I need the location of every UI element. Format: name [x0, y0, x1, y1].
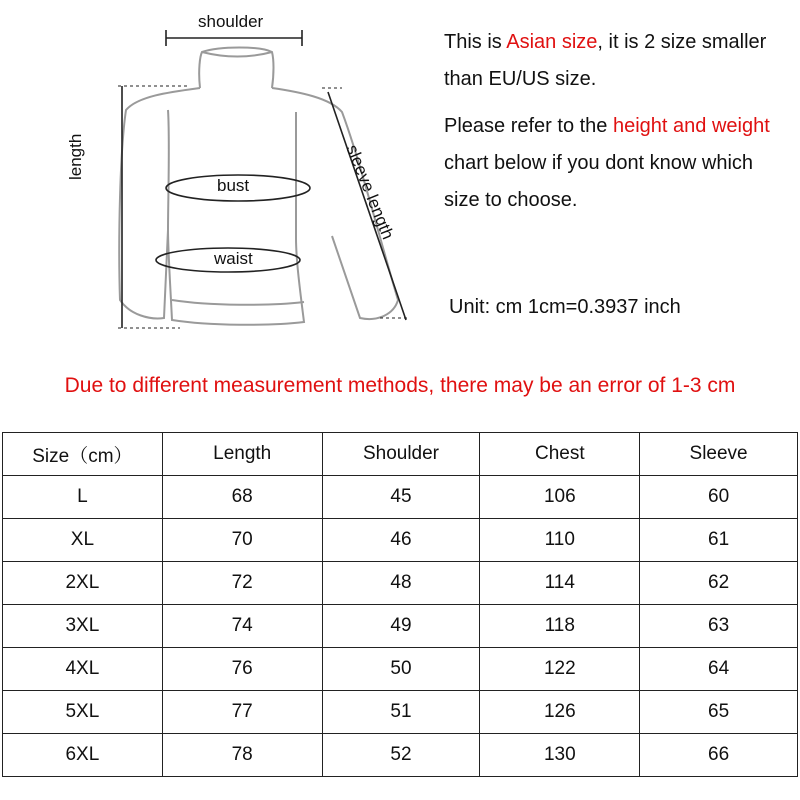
sleeve-length-label: sleeve length [342, 142, 398, 243]
height-weight-highlight: height and weight [612, 115, 770, 137]
cell-shoulder: 52 [322, 734, 480, 777]
asian-size-text-pre: This is [444, 31, 507, 53]
cell-sleeve: 66 [640, 734, 798, 777]
cell-chest: 106 [480, 476, 640, 519]
height-weight-note [444, 108, 784, 219]
cell-length: 72 [162, 562, 322, 605]
bust-label: bust [217, 176, 250, 195]
height-weight-text-post: chart below if you dont know which size to choose. [444, 152, 754, 211]
table-row [3, 648, 798, 691]
cell-size: XL [3, 519, 163, 562]
cell-sleeve: 60 [640, 476, 798, 519]
cell-sleeve: 65 [640, 691, 798, 734]
header-shoulder: Shoulder [322, 433, 480, 476]
table-row [3, 519, 798, 562]
cell-length: 68 [162, 476, 322, 519]
unit-note: Unit: cm 1cm=0.3937 inch [449, 296, 681, 318]
table-row [3, 734, 798, 777]
cell-shoulder: 48 [322, 562, 480, 605]
asian-size-note [444, 24, 784, 98]
cell-length: 77 [162, 691, 322, 734]
table-row [3, 562, 798, 605]
cell-length: 76 [162, 648, 322, 691]
height-weight-text-pre: Please refer to the [444, 115, 613, 137]
cell-shoulder: 46 [322, 519, 480, 562]
cell-size: 4XL [3, 648, 163, 691]
waist-label: waist [214, 249, 253, 268]
cell-shoulder: 49 [322, 605, 480, 648]
asian-size-highlight: Asian size [506, 31, 598, 53]
sweater-outline [60, 0, 430, 350]
cell-sleeve: 62 [640, 562, 798, 605]
cell-size: 2XL [3, 562, 163, 605]
cell-shoulder: 50 [322, 648, 480, 691]
cell-shoulder: 51 [322, 691, 480, 734]
cell-length: 70 [162, 519, 322, 562]
cell-length: 78 [162, 734, 322, 777]
size-info [444, 24, 784, 219]
cell-chest: 114 [480, 562, 640, 605]
shoulder-label: shoulder [198, 12, 264, 31]
cell-size: 5XL [3, 691, 163, 734]
cell-size: L [3, 476, 163, 519]
table-header-row [3, 433, 798, 476]
asian-size-text-post: , it is 2 size smaller than EU/US size. [444, 31, 767, 90]
header-chest: Chest [480, 433, 640, 476]
table-row [3, 605, 798, 648]
table-row [3, 476, 798, 519]
cell-sleeve: 61 [640, 519, 798, 562]
cell-size: 3XL [3, 605, 163, 648]
header-size: Size（cm） [3, 433, 163, 476]
cell-sleeve: 63 [640, 605, 798, 648]
cell-chest: 122 [480, 648, 640, 691]
length-label: length [66, 133, 85, 180]
cell-sleeve: 64 [640, 648, 798, 691]
cell-shoulder: 45 [322, 476, 480, 519]
size-chart-table [2, 432, 798, 777]
table-row [3, 691, 798, 734]
cell-size: 6XL [3, 734, 163, 777]
cell-length: 74 [162, 605, 322, 648]
cell-chest: 130 [480, 734, 640, 777]
cell-chest: 126 [480, 691, 640, 734]
cell-chest: 118 [480, 605, 640, 648]
header-sleeve: Sleeve [640, 433, 798, 476]
header-length: Length [162, 433, 322, 476]
garment-diagram [60, 0, 430, 350]
cell-chest: 110 [480, 519, 640, 562]
measurement-error-note: Due to different measurement methods, there may be an error of 1-3 cm [64, 374, 736, 397]
